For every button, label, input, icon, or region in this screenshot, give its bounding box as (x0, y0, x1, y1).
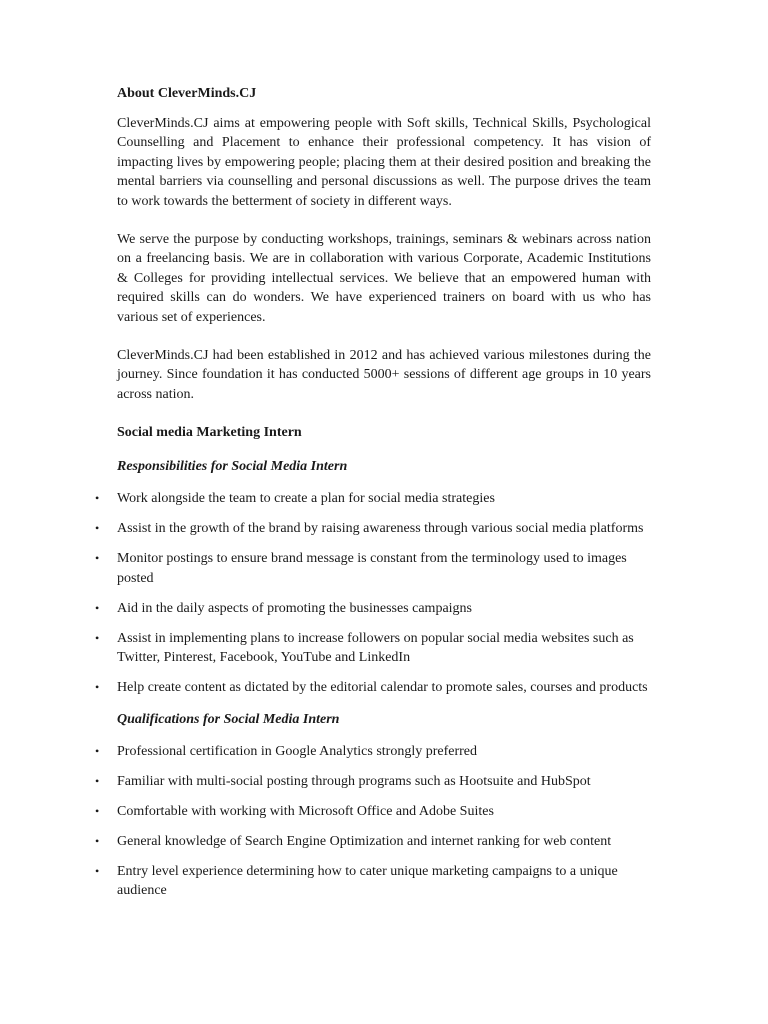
list-item-text: Aid in the daily aspects of promoting the businesses campaigns (117, 600, 472, 616)
document-page (95, 84, 651, 913)
list-item-text: Assist in the growth of the brand by raising awareness through various social media platforms (117, 521, 644, 537)
bullet-icon: • (95, 743, 100, 758)
list-item (95, 772, 651, 792)
list-item (95, 599, 651, 619)
list-item-text: Help create content as dictated by the editorial calendar to promote sales, courses and products (117, 680, 648, 696)
about-paragraph-3: CleverMinds.CJ had been established in 2012 and has achieved various milestones during the journey. Since foundation it has conducted 5000+ sessions of different age groups in 10 years across nation. (117, 348, 651, 402)
list-item-text: Professional certification in Google Analytics strongly preferred (117, 743, 478, 759)
about-paragraph-2: We serve the purpose by conducting workshops, trainings, seminars & webinars across nation on a freelancing basis. We are in collaboration with various Corporate, Academic Institutions & Colleges for providing intellectual services. We believe that an empowered human with required skills can do wonders. We have experienced trainers on board with us who has various set of experiences. (117, 232, 651, 325)
list-item-text: Comfortable with working with Microsoft Office and Adobe Suites (117, 803, 494, 819)
list-item (95, 742, 651, 762)
list-item (95, 549, 651, 588)
list-item-text: Entry level experience determining how to cater unique marketing campaigns to a unique audience (117, 863, 618, 899)
list-item-text: Monitor postings to ensure brand message is constant from the terminology used to images posted (117, 551, 627, 586)
bullet-icon: • (95, 833, 100, 848)
responsibilities-list (95, 489, 651, 698)
about-paragraph-1: CleverMinds.CJ aims at empowering people with Soft skills, Technical Skills, Psychological Counselling and Placement to enhance their professional competency. It has vision of impacting lives by empowering people; placing them at their desired position and breaking the mental barriers via counselling and personal discussions as well. The purpose drives the team to work towards the betterment of society in different ways. (117, 116, 651, 209)
bullet-icon: • (95, 680, 100, 695)
list-item-text: Familiar with multi-social posting through programs such as Hootsuite and HubSpot (117, 773, 591, 789)
list-item (95, 489, 651, 509)
list-item (95, 519, 651, 539)
bullet-icon: • (95, 803, 100, 818)
bullet-icon: • (95, 600, 100, 615)
list-item (95, 629, 651, 668)
bullet-icon: • (95, 491, 100, 506)
list-item-text: General knowledge of Search Engine Optimization and internet ranking for web content (117, 833, 612, 849)
bullet-icon: • (95, 521, 100, 536)
about-title: About CleverMinds.CJ (117, 86, 257, 101)
qualifications-heading: Qualifications for Social Media Intern (117, 711, 340, 727)
list-item (95, 802, 651, 822)
list-item (95, 678, 651, 698)
role-title: Social media Marketing Intern (117, 425, 302, 441)
list-item-text: Assist in implementing plans to increase followers on popular social media websites such as Twitter, Pinterest, Facebook, YouTube and LinkedIn (117, 630, 634, 666)
list-item-text: Work alongside the team to create a plan for social media strategies (117, 491, 495, 507)
qualifications-list (95, 742, 651, 901)
bullet-icon: • (95, 551, 100, 566)
list-item (95, 862, 651, 901)
list-item (95, 832, 651, 852)
responsibilities-heading: Responsibilities for Social Media Intern (117, 459, 348, 475)
bullet-icon: • (95, 630, 100, 645)
bullet-icon: • (95, 773, 100, 788)
bullet-icon: • (95, 863, 100, 878)
